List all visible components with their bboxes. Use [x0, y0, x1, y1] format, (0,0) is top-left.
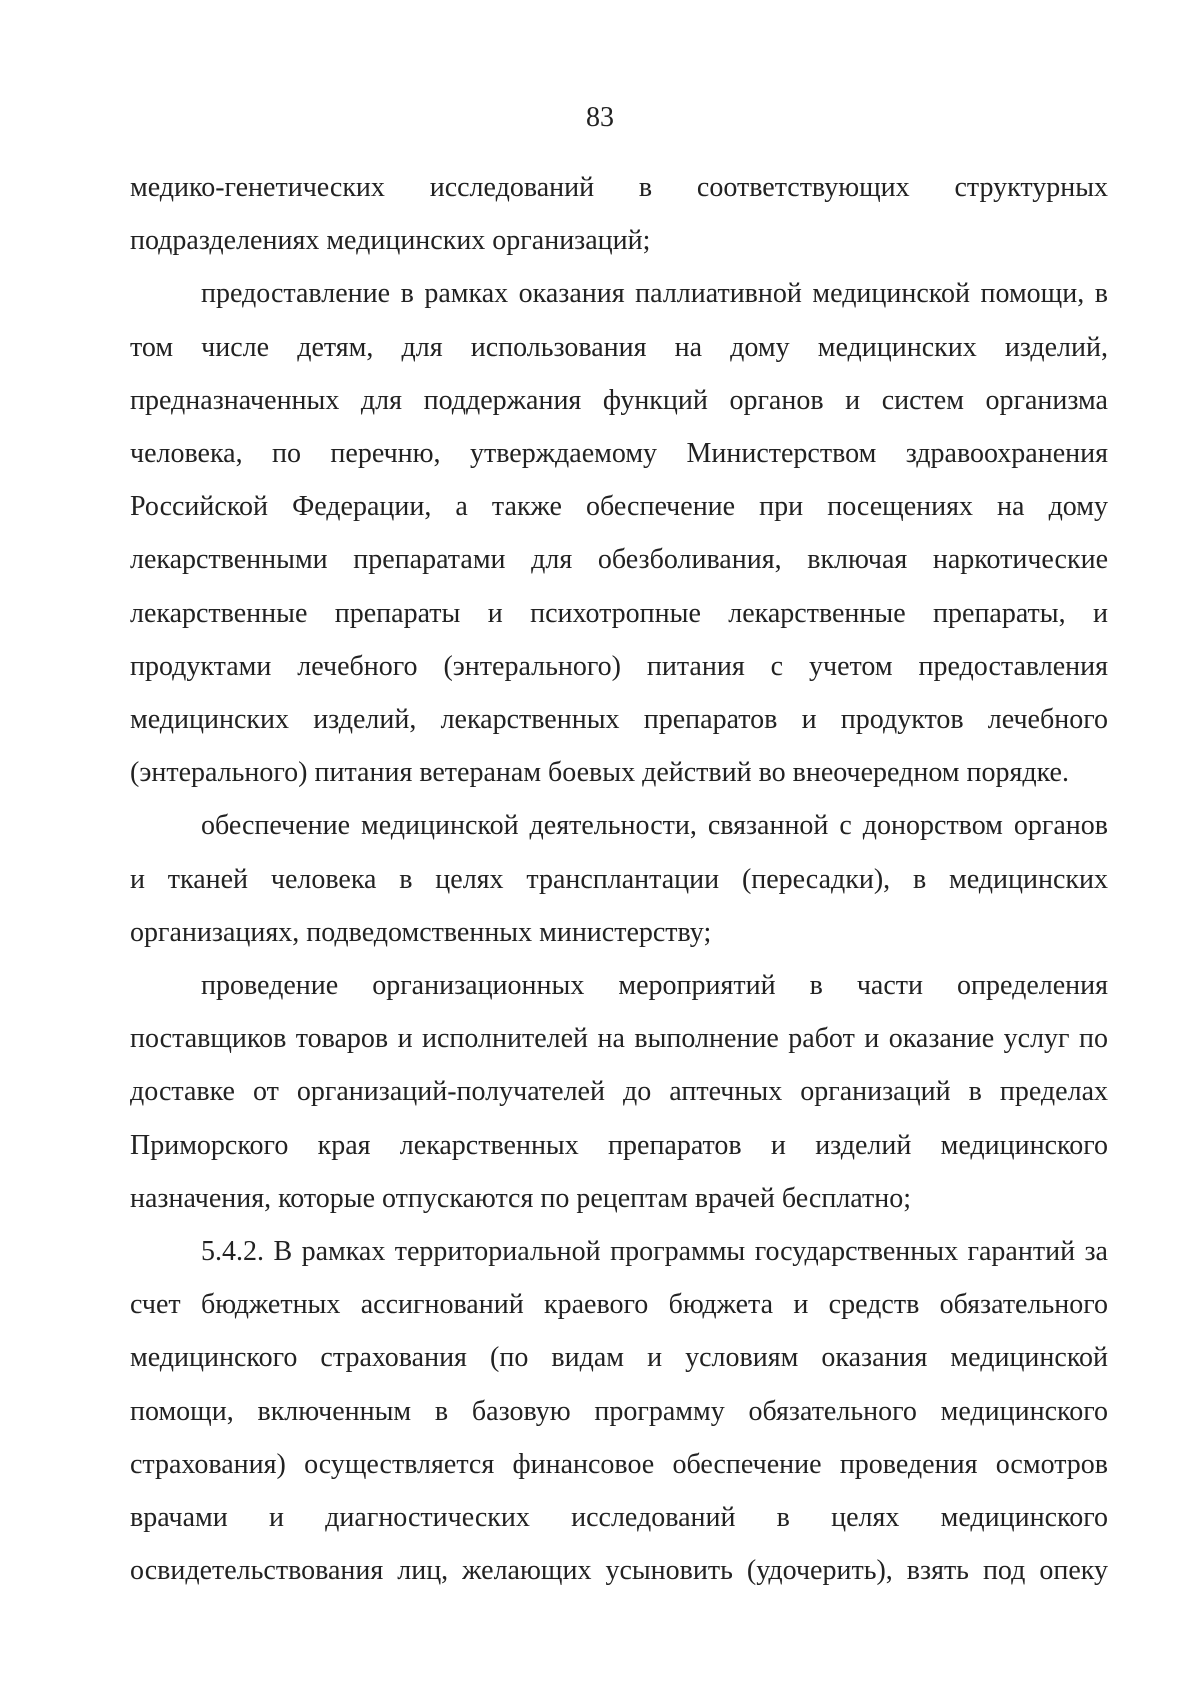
- text-line: том числе детям, для использования на дому медицинских изделий,: [130, 331, 1108, 363]
- text-line: назначения, которые отпускаются по рецептам врачей бесплатно;: [130, 1182, 912, 1214]
- text-line: врачами и диагностических исследований в целях медицинского: [130, 1502, 1108, 1534]
- text-line: помощи, включенным в базовую программу обязательного медицинского: [130, 1395, 1108, 1427]
- text-line: Приморского края лекарственных препаратов и изделий медицинского: [130, 1129, 1108, 1161]
- text-line: проведение организационных мероприятий в части определения: [201, 970, 1108, 1002]
- text-line: человека, по перечню, утверждаемому Министерством здравоохранения: [130, 438, 1108, 470]
- text-line: Российской Федерации, а также обеспечение при посещениях на дому: [130, 491, 1108, 523]
- text-line: освидетельствования лиц, желающих усыновить (удочерить), взять под опеку: [130, 1555, 1108, 1587]
- text-line: лекарственные препараты и психотропные лекарственные препараты, и: [130, 597, 1108, 629]
- text-line: подразделениях медицинских организаций;: [130, 225, 651, 257]
- text-line: предоставление в рамках оказания паллиативной медицинской помощи, в: [201, 278, 1108, 310]
- paragraph: [130, 267, 1108, 799]
- text-line: продуктами лечебного (энтерального) питания с учетом предоставления: [130, 650, 1108, 682]
- text-line: и тканей человека в целях трансплантации (пересадки), в медицинских: [130, 863, 1108, 895]
- text-line: поставщиков товаров и исполнителей на выполнение работ и оказание услуг по: [130, 1023, 1108, 1055]
- text-line: медицинского страхования (по видам и условиям оказания медицинской: [130, 1342, 1108, 1374]
- text-line: доставке от организаций-получателей до аптечных организаций в пределах: [130, 1076, 1108, 1108]
- document-body: [130, 161, 1108, 1597]
- page-number: 83: [586, 102, 614, 133]
- paragraph: [130, 799, 1108, 959]
- text-line: 5.4.2. В рамках территориальной программы государственных гарантий за: [201, 1236, 1108, 1268]
- text-line: (энтерального) питания ветеранам боевых действий во внеочередном порядке.: [130, 757, 1069, 789]
- paragraph: [130, 161, 1108, 267]
- text-line: счет бюджетных ассигнований краевого бюджета и средств обязательного: [130, 1289, 1108, 1321]
- text-line: обеспечение медицинской деятельности, связанной с донорством органов: [201, 810, 1108, 842]
- text-line: предназначенных для поддержания функций органов и систем организма: [130, 384, 1108, 416]
- paragraph: [130, 959, 1108, 1225]
- text-line: страхования) осуществляется финансовое обеспечение проведения осмотров: [130, 1448, 1108, 1480]
- text-line: лекарственными препаратами для обезболивания, включая наркотические: [130, 544, 1108, 576]
- paragraph: [130, 1225, 1108, 1597]
- text-line: медико-генетических исследований в соответствующих структурных: [130, 172, 1108, 203]
- text-line: медицинских изделий, лекарственных препаратов и продуктов лечебного: [130, 704, 1108, 736]
- text-line: организациях, подведомственных министерству;: [130, 916, 712, 948]
